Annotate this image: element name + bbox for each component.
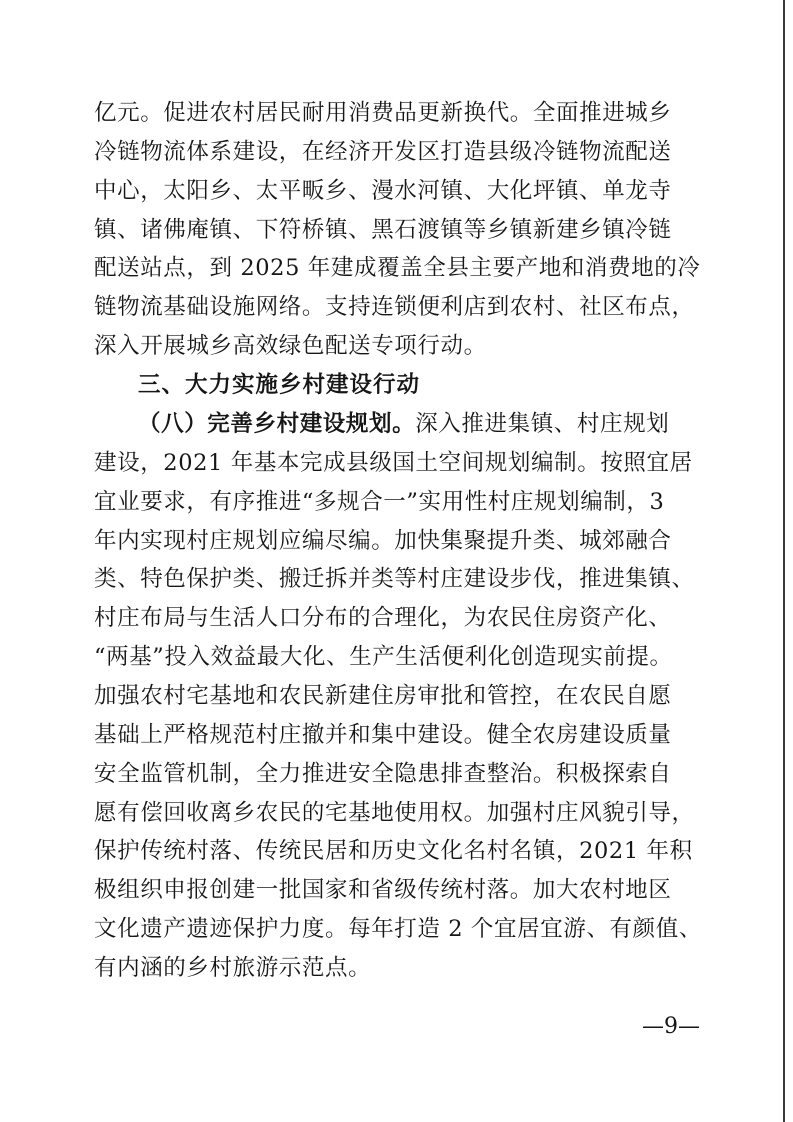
paragraph-2-line-5: 类、特色保护类、搬迁拆并类等村庄建设步伐，推进集镇、 bbox=[94, 566, 695, 593]
paragraph-2-line-12: 保护传统村落、传统民居和历史文化名村名镇，2021 年积 bbox=[94, 838, 693, 865]
scan-edge-line bbox=[783, 0, 785, 1122]
subsection-title: （八）完善乡村建设规划。 bbox=[138, 410, 416, 437]
page-number: —9— bbox=[642, 1014, 700, 1039]
paragraph-2-line-7: “两基”投入效益最大化、生产生活便利化创造现实前提。 bbox=[94, 644, 673, 671]
paragraph-2-line-10: 安全监管机制，全力推进安全隐患排查整治。积极探索自 bbox=[94, 760, 672, 787]
paragraph-2-first-line-text: 深入推进集镇、村庄规划 bbox=[415, 410, 670, 437]
paragraph-2-line-6: 村庄布局与生活人口分布的合理化，为农民住房资产化、 bbox=[94, 605, 672, 632]
paragraph-2-line-9: 基础上严格规范村庄撤并和集中建设。健全农房建设质量 bbox=[94, 721, 672, 748]
paragraph-2-line-8: 加强农村宅基地和农民新建住房审批和管控，在农民自愿 bbox=[94, 682, 672, 709]
paragraph-1-line-3: 中心，太阳乡、太平畈乡、漫水河镇、大化坪镇、单龙寺 bbox=[94, 177, 672, 204]
paragraph-1-line-6: 链物流基础设施网络。支持连锁便利店到农村、社区布点， bbox=[94, 294, 695, 321]
paragraph-1-line-2: 冷链物流体系建设，在经济开发区打造县级冷链物流配送 bbox=[94, 138, 672, 165]
paragraph-2-line-4: 年内实现村庄规划应编尽编。加快集聚提升类、城郊融合 bbox=[94, 527, 672, 554]
paragraph-2-line-13: 极组织申报创建一批国家和省级传统村落。加大农村地区 bbox=[94, 877, 672, 904]
paragraph-2-line-2: 建设，2021 年基本完成县级国土空间规划编制。按照宜居 bbox=[94, 449, 693, 476]
paragraph-2-line-3: 宜业要求，有序推进“多规合一”实用性村庄规划编制，3 bbox=[94, 488, 665, 515]
paragraph-2-line-15: 有内涵的乡村旅游示范点。 bbox=[94, 955, 372, 981]
paragraph-2-first-line bbox=[138, 406, 694, 442]
paragraph-2-line-11: 愿有偿回收离乡农民的宅基地使用权。加强村庄风貌引导， bbox=[94, 799, 695, 826]
paragraph-1-line-5: 配送站点，到 2025 年建成覆盖全县主要产地和消费地的冷 bbox=[94, 255, 701, 282]
paragraph-1-line-1: 亿元。促进农村居民耐用消费品更新换代。全面推进城乡 bbox=[94, 100, 672, 126]
section-heading: 三、大力实施乡村建设行动 bbox=[138, 372, 421, 399]
paragraph-1-line-4: 镇、诸佛庵镇、下符桥镇、黑石渡镇等乡镇新建乡镇冷链 bbox=[94, 216, 672, 243]
paragraph-2-line-14: 文化遗产遗迹保护力度。每年打造 2 个宜居宜游、有颜值、 bbox=[94, 916, 702, 943]
paragraph-1-line-7: 深入开展城乡高效绿色配送专项行动。 bbox=[94, 333, 487, 360]
